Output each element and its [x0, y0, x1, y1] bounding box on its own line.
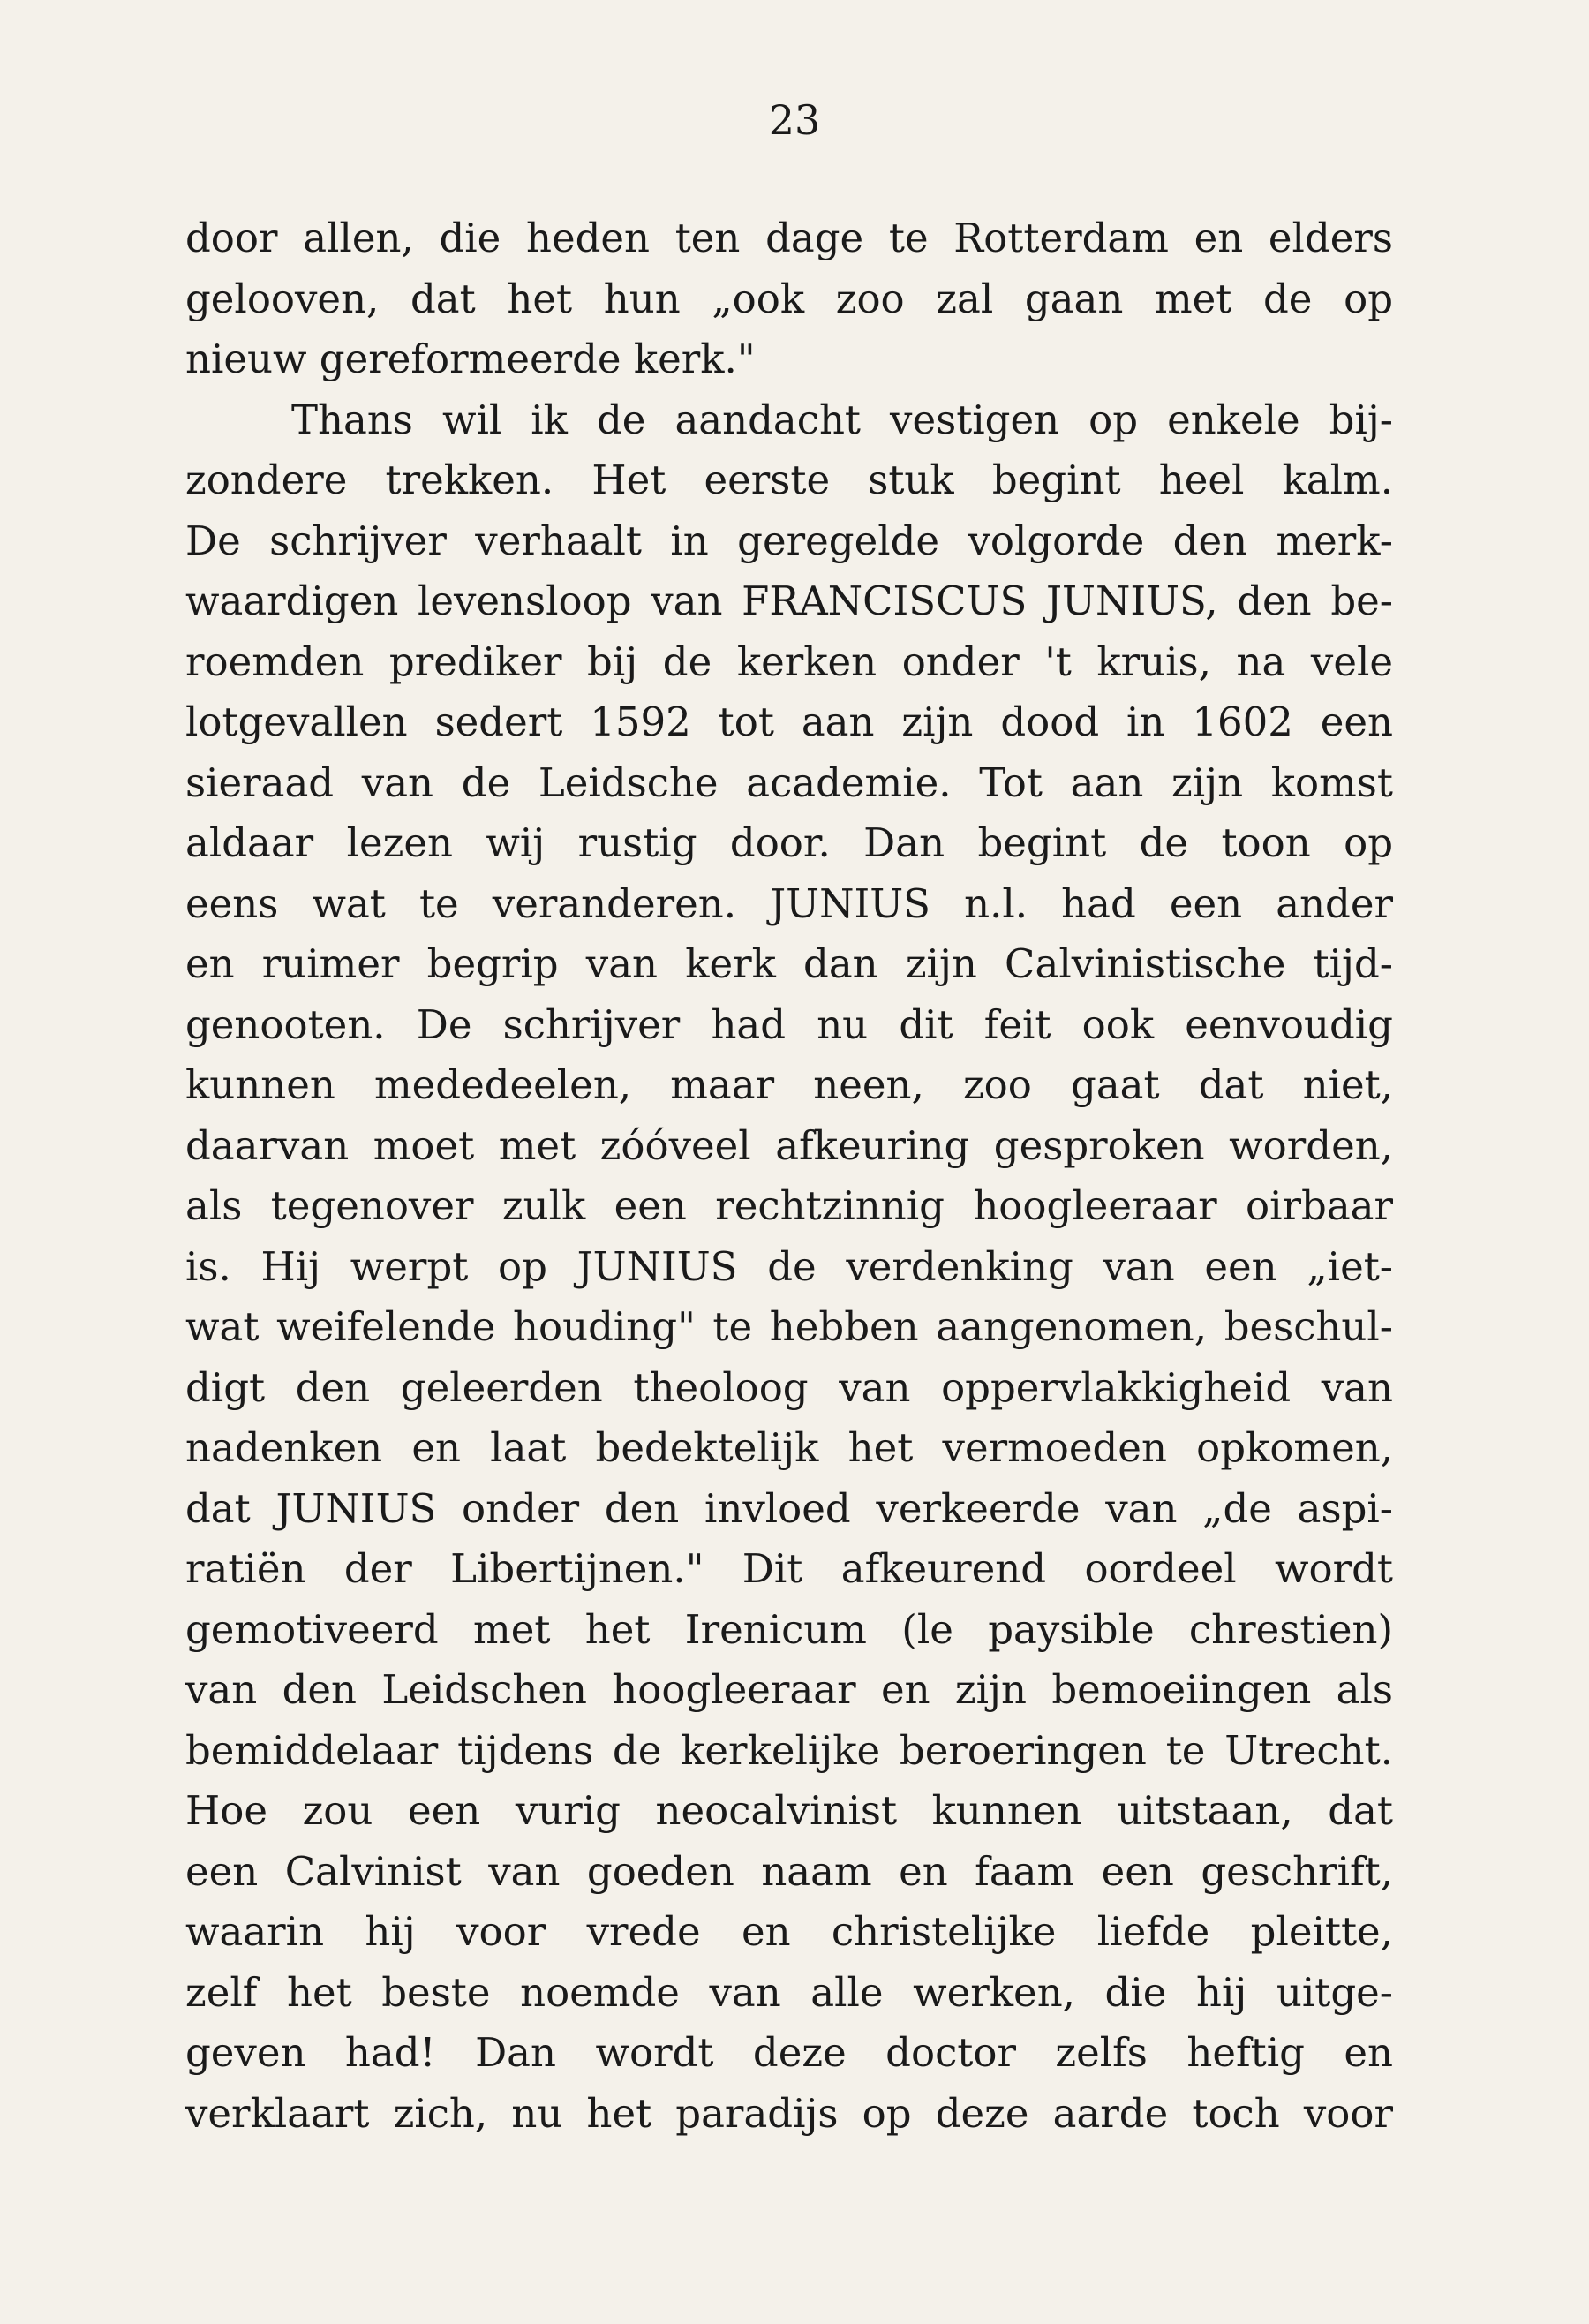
text-line: waardigen levensloop van FRANCISCUS JUNIUS, den be- [185, 577, 1393, 624]
text-line: zondere trekken. Het eerste stuk begint heel kalm. [185, 456, 1393, 503]
text-line: gemotiveerd met het Irenicum (le paysible chrestien) [185, 1605, 1393, 1653]
text-line: is. Hij werpt op JUNIUS de verdenking van een „iet- [185, 1242, 1393, 1290]
text-line: ratiën der Libertijnen." Dit afkeurend oordeel wordt [185, 1545, 1393, 1592]
text-line: aldaar lezen wij rustig door. Dan begint de toon op [185, 819, 1393, 866]
text-line: geven had! Dan wordt deze doctor zelfs heftig en [185, 2029, 1393, 2076]
text-line: waarin hij voor vrede en christelijke liefde pleitte, [185, 1908, 1393, 1955]
text-line: dat JUNIUS onder den invloed verkeerde van „de aspi- [185, 1484, 1393, 1532]
text-line: Thans wil ik de aandacht vestigen op enkele bij- [291, 396, 1393, 443]
text-line: gelooven, dat het hun „ook zoo zal gaan met de op [185, 275, 1393, 322]
text-line: wat weifelende houding" te hebben aangenomen, beschul- [185, 1303, 1393, 1350]
text-line: en ruimer begrip van kerk dan zijn Calvinistische tijd- [185, 940, 1393, 987]
text-line: nieuw gereformeerde kerk." [185, 336, 756, 382]
text-line: Hoe zou een vurig neocalvinist kunnen uitstaan, dat [185, 1787, 1393, 1834]
text-line: kunnen mededeelen, maar neen, zoo gaat dat niet, [185, 1061, 1393, 1108]
text-line: een Calvinist van goeden naam en faam een geschrift, [185, 1847, 1393, 1895]
text-line: door allen, die heden ten dage te Rotterdam en elders [185, 215, 1393, 261]
text-line: genooten. De schrijver had nu dit feit ook eenvoudig [185, 1000, 1393, 1048]
text-line: lotgevallen sedert 1592 tot aan zijn dood in 1602 een [185, 698, 1393, 745]
text-line: digt den geleerden theoloog van oppervlakkigheid van [185, 1363, 1393, 1411]
page-number: 23 [768, 96, 821, 144]
text-line: daarvan moet met zóóveel afkeuring gesproken worden, [185, 1121, 1393, 1169]
text-line: bemiddelaar tijdens de kerkelijke beroeringen te Utrecht. [185, 1726, 1393, 1774]
text-line: eens wat te veranderen. JUNIUS n.l. had een ander [185, 879, 1393, 927]
text-line: van den Leidschen hoogleeraar en zijn bemoeiingen als [185, 1666, 1393, 1713]
text-line: verklaart zich, nu het paradijs op deze aarde toch voor [185, 2089, 1393, 2137]
text-line: zelf het beste noemde van alle werken, die hij uitge- [185, 1968, 1393, 2016]
text-line: sieraad van de Leidsche academie. Tot aan zijn komst [185, 758, 1393, 806]
text-line: De schrijver verhaalt in geregelde volgorde den merk- [185, 517, 1393, 564]
text-line: als tegenover zulk een rechtzinnig hoogleeraar oirbaar [185, 1182, 1393, 1229]
text-line: nadenken en laat bedektelijk het vermoeden opkomen, [185, 1424, 1393, 1471]
body-text [185, 208, 1393, 2144]
text-line: roemden prediker bij de kerken onder 't kruis, na vele [185, 638, 1393, 685]
